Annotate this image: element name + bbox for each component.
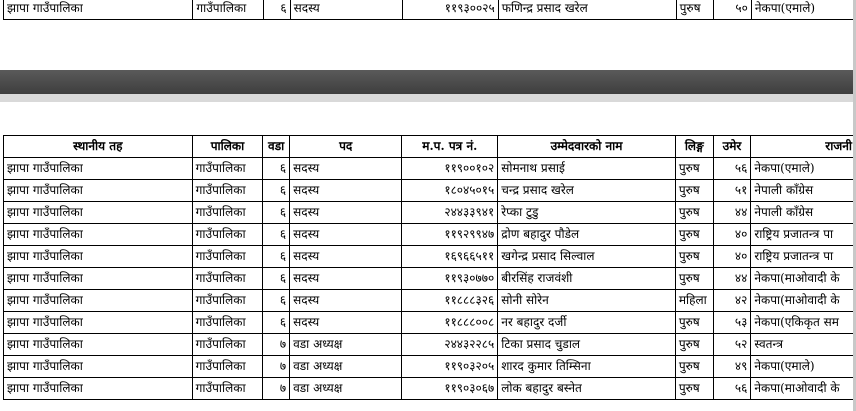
cell-post: सदस्य [290, 0, 402, 20]
col-header-age: उमेर [713, 136, 751, 158]
cell-local-level: झापा गाउँपालिका [4, 246, 193, 268]
cell-age: ४० [713, 246, 751, 268]
cell-post: सदस्य [290, 180, 402, 202]
cell-party: नेपाली काँग्रेस [751, 180, 856, 202]
cell-gender: पुरुष [675, 224, 713, 246]
table-row [4, 180, 856, 202]
cell-nomination-number: २४४३२२८५ [402, 334, 498, 356]
table-row [4, 290, 856, 312]
col-header-candidate-name: उम्मेदवारको नाम [498, 136, 676, 158]
cell-party: नेपाली काँग्रेस [751, 202, 856, 224]
cell-candidate-name: चन्द्र प्रसाद खरेल [498, 180, 676, 202]
cell-candidate-name: फणिन्द्र प्रसाद खरेल [498, 0, 676, 20]
cell-municipality: गाउँपालिका [192, 158, 263, 180]
cell-post: वडा अध्यक्ष [290, 334, 402, 356]
cell-municipality: गाउँपालिका [192, 378, 263, 400]
cell-local-level: झापा गाउँपालिका [4, 356, 193, 378]
cell-local-level: झापा गाउँपालिका [4, 268, 193, 290]
cell-municipality: गाउँपालिका [192, 180, 263, 202]
cell-ward: ७ [263, 378, 290, 400]
cell-post: सदस्य [290, 246, 402, 268]
cell-candidate-name: शारद कुमार तिम्सिना [498, 356, 676, 378]
cell-candidate-name: टिका प्रसाद चुडाल [498, 334, 676, 356]
cell-candidate-name: खगेन्द्र प्रसाद सिल्वाल [498, 246, 676, 268]
cell-municipality: गाउँपालिका [193, 0, 264, 20]
table-row [4, 246, 856, 268]
table-row [4, 158, 856, 180]
col-header-nomination-number: म.प. पत्र नं. [402, 136, 498, 158]
cell-municipality: गाउँपालिका [192, 268, 263, 290]
cell-municipality: गाउँपालिका [192, 312, 263, 334]
cell-local-level: झापा गाउँपालिका [4, 180, 193, 202]
cell-ward: ७ [263, 334, 290, 356]
cell-ward: ६ [263, 158, 290, 180]
cell-municipality: गाउँपालिका [192, 246, 263, 268]
cell-party: नेकपा(एमाले) [751, 0, 855, 20]
cell-post: सदस्य [290, 224, 402, 246]
cell-party: नेकपा(माओवादी के [751, 378, 856, 400]
cell-ward: ६ [263, 312, 290, 334]
cell-post: सदस्य [290, 290, 402, 312]
cell-ward: ६ [263, 268, 290, 290]
cell-age: ५६ [713, 158, 751, 180]
cell-age: ५६ [713, 378, 751, 400]
cell-municipality: गाउँपालिका [192, 356, 263, 378]
cell-age: ५१ [713, 180, 751, 202]
cell-gender: पुरुष [675, 246, 713, 268]
cell-ward: ६ [263, 180, 290, 202]
cell-local-level: झापा गाउँपालिका [4, 312, 193, 334]
cell-nomination-number: ११९००१०२ [402, 158, 498, 180]
col-header-party: राजनी [751, 136, 856, 158]
cell-nomination-number: ११९०३२०५ [402, 356, 498, 378]
cell-age: ५३ [713, 312, 751, 334]
cell-nomination-number: ११८८८३२६ [402, 290, 498, 312]
cell-candidate-name: लोक बहादुर बस्नेत [498, 378, 676, 400]
cell-post: सदस्य [290, 202, 402, 224]
cell-local-level: झापा गाउँपालिका [4, 378, 193, 400]
cell-municipality: गाउँपालिका [192, 202, 263, 224]
cell-local-level: झापा गाउँपालिका [4, 0, 193, 20]
cell-nomination-number: १८०४५०१५ [402, 180, 498, 202]
cell-party: स्वतन्त्र [751, 334, 856, 356]
cell-age: ४४ [713, 202, 751, 224]
cell-gender: पुरुष [675, 202, 713, 224]
cell-nomination-number: ११९२९९४७ [402, 224, 498, 246]
table-row [4, 356, 856, 378]
cell-candidate-name: बीरसिंह राजवंशी [498, 268, 676, 290]
cell-ward: ६ [263, 246, 290, 268]
table-row [4, 268, 856, 290]
cell-local-level: झापा गाउँपालिका [4, 158, 193, 180]
cell-post: सदस्य [290, 268, 402, 290]
top-partial-table [3, 0, 856, 20]
cell-candidate-name: रेप्का टुडु [498, 202, 676, 224]
cell-ward: ७ [263, 356, 290, 378]
table-row [4, 0, 856, 20]
cell-municipality: गाउँपालिका [192, 224, 263, 246]
table-row [4, 378, 856, 400]
cell-party: नेकपा(एकिकृत सम [751, 312, 856, 334]
cell-ward: ६ [263, 290, 290, 312]
cell-party: नेकपा(माओवादी के [751, 290, 856, 312]
col-header-municipality: पालिका [192, 136, 263, 158]
table-row [4, 224, 856, 246]
cell-gender: पुरुष [675, 378, 713, 400]
cell-post: वडा अध्यक्ष [290, 378, 402, 400]
cell-candidate-name: सोमनाथ प्रसाई [498, 158, 676, 180]
cell-local-level: झापा गाउँपालिका [4, 334, 193, 356]
cell-party: नेकपा(एमाले) [751, 158, 856, 180]
cell-ward: ६ [264, 0, 291, 20]
cell-municipality: गाउँपालिका [192, 290, 263, 312]
cell-nomination-number: १६९६६५११ [402, 246, 498, 268]
cell-post: वडा अध्यक्ष [290, 356, 402, 378]
cell-nomination-number: ११८८८००८ [402, 312, 498, 334]
cell-local-level: झापा गाउँपालिका [4, 290, 193, 312]
cell-gender: पुरुष [675, 268, 713, 290]
candidates-table [3, 135, 856, 400]
cell-candidate-name: नर बहादुर दर्जी [498, 312, 676, 334]
cell-candidate-name: द्रोण बहादुर पौडेल [498, 224, 676, 246]
cell-age: ४० [713, 224, 751, 246]
table-row [4, 312, 856, 334]
cell-candidate-name: सोनी सोरेन [498, 290, 676, 312]
col-header-gender: लिङ्ग [675, 136, 713, 158]
cell-nomination-number: ११९३०७७० [402, 268, 498, 290]
cell-age: ४२ [713, 290, 751, 312]
cell-age: ५० [714, 0, 752, 20]
col-header-ward: वडा [263, 136, 290, 158]
cell-post: सदस्य [290, 312, 402, 334]
header-row [4, 136, 856, 158]
table-row [4, 334, 856, 356]
section-divider-band [0, 70, 856, 94]
cell-post: सदस्य [290, 158, 402, 180]
cell-age: ४४ [713, 268, 751, 290]
cell-local-level: झापा गाउँपालिका [4, 202, 193, 224]
cell-gender: पुरुष [675, 334, 713, 356]
cell-ward: ६ [263, 202, 290, 224]
cell-gender: पुरुष [675, 312, 713, 334]
cell-gender: पुरुष [676, 0, 714, 20]
cell-gender: पुरुष [675, 158, 713, 180]
cell-ward: ६ [263, 224, 290, 246]
cell-party: नेकपा(एमाले) [751, 356, 856, 378]
cell-age: ४९ [713, 356, 751, 378]
section-divider-shadow [0, 94, 856, 102]
cell-municipality: गाउँपालिका [192, 334, 263, 356]
col-header-local-level: स्थानीय तह [4, 136, 193, 158]
cell-party: राष्ट्रिय प्रजातन्त्र पा [751, 246, 856, 268]
cell-gender: पुरुष [675, 356, 713, 378]
cell-gender: महिला [675, 290, 713, 312]
table-row [4, 202, 856, 224]
cell-age: ५२ [713, 334, 751, 356]
cell-gender: पुरुष [675, 180, 713, 202]
cell-party: राष्ट्रिय प्रजातन्त्र पा [751, 224, 856, 246]
cell-nomination-number: २४४३३९४१ [402, 202, 498, 224]
cell-party: नेकपा(माओवादी के [751, 268, 856, 290]
col-header-post: पद [290, 136, 402, 158]
cell-local-level: झापा गाउँपालिका [4, 224, 193, 246]
cell-nomination-number: ११९३००२५ [402, 0, 498, 20]
cell-nomination-number: ११९०३०६७ [402, 378, 498, 400]
